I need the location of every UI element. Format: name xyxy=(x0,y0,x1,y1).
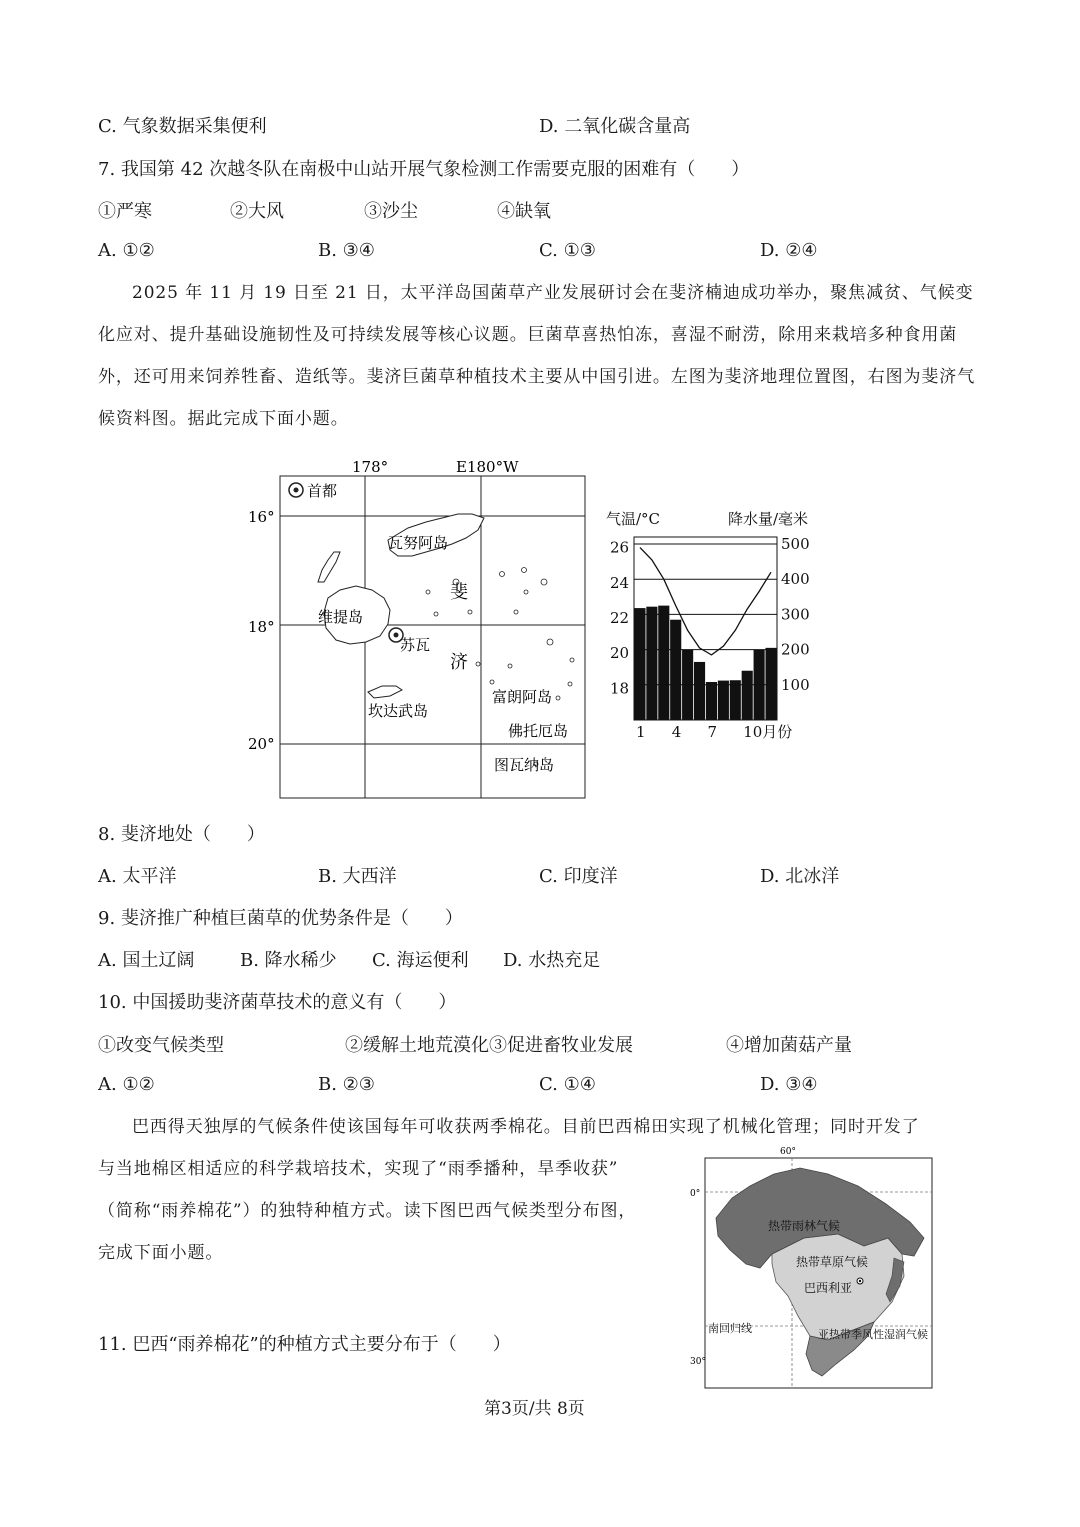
precip-tick-300: 300 xyxy=(781,605,810,624)
q7-option-a: A. ①② xyxy=(98,240,155,261)
q11-stem: 11. 巴西“雨养棉花”的种植方式主要分布于（ ） xyxy=(98,1334,511,1355)
passage-brazil-line1: 巴西得天独厚的气候条件使该国每年可收获两季棉花。目前巴西棉田实现了机械化管理；同时开发了 xyxy=(132,1117,920,1137)
label-tuvana: 图瓦纳岛 xyxy=(494,756,555,774)
precip-bar-9 xyxy=(730,680,741,720)
q10-option-d: D. ③④ xyxy=(760,1074,818,1095)
q7-item-1: ①严寒 xyxy=(98,201,152,222)
lon-label-60: 60° xyxy=(780,1147,796,1157)
month-tick-0: 1 xyxy=(635,723,646,741)
yasawa-islands xyxy=(318,552,340,582)
q7-item-4: ④缺氧 xyxy=(497,201,551,222)
passage-brazil-line4: 完成下面小题。 xyxy=(98,1243,224,1263)
label-rainforest: 热带雨林气候 xyxy=(768,1219,841,1233)
label-viti-levu: 维提岛 xyxy=(318,608,364,626)
label-suva: 苏瓦 xyxy=(400,636,431,654)
q7-option-d: D. ②④ xyxy=(760,240,818,261)
precip-tick-100: 100 xyxy=(781,675,810,694)
precip-axis-label: 降水量/毫米 xyxy=(728,510,809,528)
q8-stem: 8. 斐济地处（ ） xyxy=(98,824,265,845)
lon-label-178: 178° xyxy=(352,458,389,476)
temp-tick-22: 22 xyxy=(610,608,630,627)
precip-bar-4 xyxy=(670,620,681,720)
q10-option-b: B. ②③ xyxy=(318,1074,375,1095)
q8-option-a: A. 太平洋 xyxy=(98,866,177,887)
q8-option-b: B. 大西洋 xyxy=(318,866,397,887)
passage-brazil-line3: （简称“雨养棉花”）的独特种植方式。读下图巴西气候类型分布图， xyxy=(98,1201,637,1221)
page-footer: 第3页/共 8页 xyxy=(484,1399,585,1419)
brazil-climate-map xyxy=(688,1146,938,1392)
label-kadavu: 坎达武岛 xyxy=(368,702,429,720)
q9-option-c: C. 海运便利 xyxy=(372,950,469,971)
capital-legend-icon xyxy=(289,483,303,497)
precip-bar-3 xyxy=(658,606,669,720)
passage-fiji: 2025 年 11 月 19 日至 21 日，太平洋岛国菌草产业发展研讨会在斐济楠迪成功举办，聚焦减贫、气候变化应对、提升基础设施韧性及可持续发展等核心议题。巨菌草喜热怕冻，喜湿不耐涝，除用来栽培多种食用菌外，还可用来饲养牲畜、造纸等。斐济巨菌草种植技术主要从中国引进。左图为斐济地理位置图，右图为斐济气候资料图。据此完成下面小题。 xyxy=(98,283,976,429)
precip-bar-2 xyxy=(646,607,657,720)
precip-bar-12 xyxy=(765,648,776,720)
q7-stem: 7. 我国第 42 次越冬队在南极中山站开展气象检测工作需要克服的困难有（ ） xyxy=(98,159,750,180)
lon-label-180: E180°W xyxy=(456,458,519,476)
precip-bar-6 xyxy=(694,662,705,720)
precip-bar-1 xyxy=(634,608,645,720)
temp-tick-24: 24 xyxy=(610,573,630,592)
q10-option-c: C. ①④ xyxy=(539,1074,596,1095)
q7-item-2: ②大风 xyxy=(230,201,284,222)
q7-option-c: C. ①③ xyxy=(539,240,596,261)
temp-tick-18: 18 xyxy=(610,679,630,698)
q8-option-d: D. 北冰洋 xyxy=(760,866,840,887)
lat-label-18: 18° xyxy=(248,618,275,636)
lat-label-16: 16° xyxy=(248,508,275,526)
q6-option-d: D. 二氧化碳含量高 xyxy=(539,116,691,137)
label-fotuha: 佛托厄岛 xyxy=(508,722,569,740)
lat-label-0: 0° xyxy=(690,1189,701,1199)
label-tropic-capricorn: 南回归线 xyxy=(708,1322,752,1335)
capital-legend-label: 首都 xyxy=(307,482,338,500)
precip-tick-200: 200 xyxy=(781,640,810,659)
fiji-map xyxy=(240,452,600,804)
q6-option-c: C. 气象数据采集便利 xyxy=(98,116,267,137)
q10-option-a: A. ①② xyxy=(98,1074,155,1095)
lat-label-30: 30° xyxy=(690,1357,706,1367)
precip-bar-7 xyxy=(706,682,717,720)
label-ji: 济 xyxy=(450,652,468,673)
q7-option-b: B. ③④ xyxy=(318,240,375,261)
q9-option-b: B. 降水稀少 xyxy=(240,950,337,971)
q10-item-4: ④增加菌菇产量 xyxy=(726,1035,852,1056)
lat-label-20: 20° xyxy=(248,735,275,753)
temp-axis-label: 气温/°C xyxy=(606,510,661,528)
month-tick-1: 4 xyxy=(671,723,682,741)
temp-tick-26: 26 xyxy=(610,538,630,557)
label-fei: 斐 xyxy=(450,582,468,603)
q9-stem: 9. 斐济推广种植巨菌草的优势条件是（ ） xyxy=(98,908,463,929)
label-fulanga: 富朗阿岛 xyxy=(492,688,553,706)
kadavu-island xyxy=(368,686,402,698)
month-tick-3: 10月份 xyxy=(743,723,793,741)
label-savanna: 热带草原气候 xyxy=(796,1255,869,1269)
q10-stem: 10. 中国援助斐济菌草技术的意义有（ ） xyxy=(98,992,457,1013)
q9-option-a: A. 国土辽阔 xyxy=(98,950,195,971)
q8-option-c: C. 印度洋 xyxy=(539,866,618,887)
q10-item-2-3: ②缓解土地荒漠化③促进畜牧业发展 xyxy=(345,1035,633,1056)
label-brasilia: 巴西利亚 xyxy=(804,1281,853,1295)
temp-tick-20: 20 xyxy=(610,644,630,663)
q10-item-1: ①改变气候类型 xyxy=(98,1035,224,1056)
q7-item-3: ③沙尘 xyxy=(364,201,418,222)
label-humid-subtropical: 亚热带季风性湿润气候 xyxy=(818,1328,928,1341)
passage-brazil-line2: 与当地棉区相适应的科学栽培技术，实现了“雨季播种，旱季收获” xyxy=(98,1159,619,1179)
precip-bar-8 xyxy=(718,681,729,720)
precip-bar-10 xyxy=(742,671,753,720)
fiji-climate-chart xyxy=(600,500,840,750)
precip-tick-500: 500 xyxy=(781,535,810,554)
q9-option-d: D. 水热充足 xyxy=(503,950,601,971)
label-vanua-levu: 瓦努阿岛 xyxy=(388,534,449,552)
precip-tick-400: 400 xyxy=(781,570,810,589)
month-tick-2: 7 xyxy=(707,723,718,741)
